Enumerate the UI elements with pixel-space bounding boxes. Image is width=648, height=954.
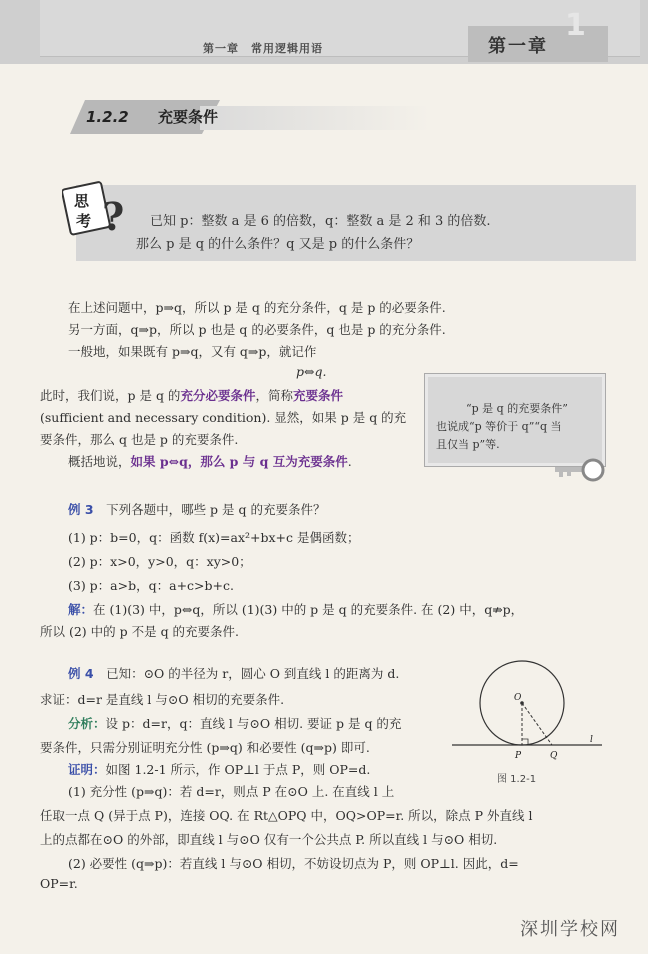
example3-prompt: 下列各题中，哪些 p 是 q 的充要条件？ [106, 502, 326, 517]
analysis-label: 分析： [68, 716, 106, 731]
body-line-3: 一般地，如果既有 p⇒q，又有 q⇒p，就记作 [68, 344, 317, 359]
body-line-6: 要条件，那么 q 也是 p 的充要条件. [40, 432, 239, 447]
example4-proof-5: (2) 必要性 (q⇒p)：若直线 l 与⊙O 相切，不妨设切点为 P，则 OP⊥l. 因此，d= [68, 856, 519, 871]
body-line-7 [68, 452, 352, 470]
chapter-badge [468, 26, 608, 62]
figure-label-p: P [515, 751, 522, 761]
figure-label-o: O [514, 693, 522, 703]
example4-proof-2: (1) 充分性 (p⇒q)：若 d=r，则点 P 在⊙O 上. 在直线 l 上 [68, 784, 395, 799]
chapter-number: 1 [565, 8, 586, 43]
think-icon [62, 178, 132, 238]
think-char-1: 思 [74, 192, 90, 210]
example3-solution-2: 所以 (2) 中的 p 不是 q 的充要条件. [40, 624, 240, 639]
think-char-2: 考 [76, 212, 92, 230]
chapter-badge-label: 第一章 [488, 36, 548, 57]
watermark: 深圳学校网 [520, 919, 620, 940]
term-sufficient-necessary: 充分必要条件 [180, 388, 256, 403]
example4-proof-6: OP=r. [40, 876, 78, 891]
figure-label-q: Q [550, 751, 558, 761]
term-iff: 充要条件 [292, 388, 343, 403]
section-number: 1.2.2 [86, 108, 129, 126]
example3-item-2: (2) p：x>0，y>0，q：xy>0； [68, 554, 252, 569]
example3-item-3: (3) p：a>b，q：a+c>b+c. [68, 578, 234, 593]
side-note-line-2: 也说成“p 等价于 q”“q 当 [436, 420, 562, 433]
proof-label: 证明： [68, 762, 106, 777]
example3-label: 例 3 [68, 502, 94, 517]
summary-highlight: 如果 p⇔q，那么 p 与 q 互为充要条件 [130, 454, 348, 469]
body-line-5: (sufficient and necessary condition). 显然，如果 p 是 q 的充 [40, 410, 407, 425]
key-icon [555, 455, 605, 485]
figure-label-l: l [590, 735, 593, 745]
section-bar-light [200, 106, 430, 130]
formula-equivalence: p⇔q. [296, 364, 327, 379]
figure-circle-tangent [452, 655, 602, 775]
solution-text-1: 在 (1)(3) 中，p⇔q，所以 (1)(3) 中的 p 是 q 的充要条件. 在 (2) 中，q⇏p， [93, 602, 524, 617]
example4-proof-1 [68, 760, 370, 778]
example4-label: 例 4 [68, 666, 94, 681]
think-text-line-2: 那么 p 是 q 的什么条件？q 又是 p 的什么条件？ [136, 237, 420, 252]
body-line-1: 在上述问题中，p⇒q，所以 p 是 q 的充分条件，q 是 p 的必要条件. [68, 300, 446, 315]
example3-solution-1 [68, 600, 523, 618]
example4-proof-3: 任取一点 Q (异于点 P)，连接 OQ. 在 Rt△OPQ 中，OQ>OP=r. 所以，除点 P 外直线 l [40, 808, 533, 823]
figure-caption: 图 1.2-1 [497, 774, 537, 785]
example4-prove: 求证：d=r 是直线 l 与⊙O 相切的充要条件. [40, 692, 285, 707]
think-text-line-1: 已知 p：整数 a 是 6 的倍数，q：整数 a 是 2 和 3 的倍数. [150, 214, 491, 229]
solution-label: 解： [68, 602, 94, 617]
question-mark-icon: ? [102, 194, 125, 238]
example4-analysis-1 [68, 714, 401, 732]
body-line-4 [40, 386, 343, 404]
analysis-text-1: 设 p：d=r，q：直线 l 与⊙O 相切. 要证 p 是 q 的充 [105, 716, 402, 731]
body-line-2: 另一方面，q⇒p，所以 p 也是 q 的必要条件，q 也是 p 的充分条件. [68, 322, 446, 337]
chapter-name: 第一章 常用逻辑用语 [203, 42, 323, 55]
proof-text-1: 如图 1.2-1 所示，作 OP⊥l 于点 P，则 OP=d. [105, 762, 371, 777]
body-line-4c: ，简称 [255, 388, 293, 403]
body-line-4a: 此时，我们说，p 是 q 的 [40, 388, 181, 403]
example4-heading [68, 664, 399, 682]
side-note-line-1: “p 是 q 的充要条件” [466, 402, 568, 415]
side-note-line-3: 且仅当 p”等. [436, 438, 500, 451]
example4-analysis-2: 要条件，只需分别证明充分性 (p⇒q) 和必要性 (q⇒p) 即可. [40, 740, 370, 755]
example4-proof-4: 上的点都在⊙O 的外部，即直线 l 与⊙O 仅有一个公共点 P. 所以直线 l 与⊙O 相切. [40, 832, 498, 847]
body-line-7a: 概括地说， [68, 454, 131, 469]
example3-heading [68, 500, 325, 518]
body-line-7c: . [347, 454, 352, 469]
section-title: 充要条件 [158, 108, 219, 126]
example3-item-1: (1) p：b=0，q：函数 f(x)=ax²+bx+c 是偶函数； [68, 530, 360, 545]
example4-prompt: 已知：⊙O 的半径为 r，圆心 O 到直线 l 的距离为 d. [106, 666, 400, 681]
